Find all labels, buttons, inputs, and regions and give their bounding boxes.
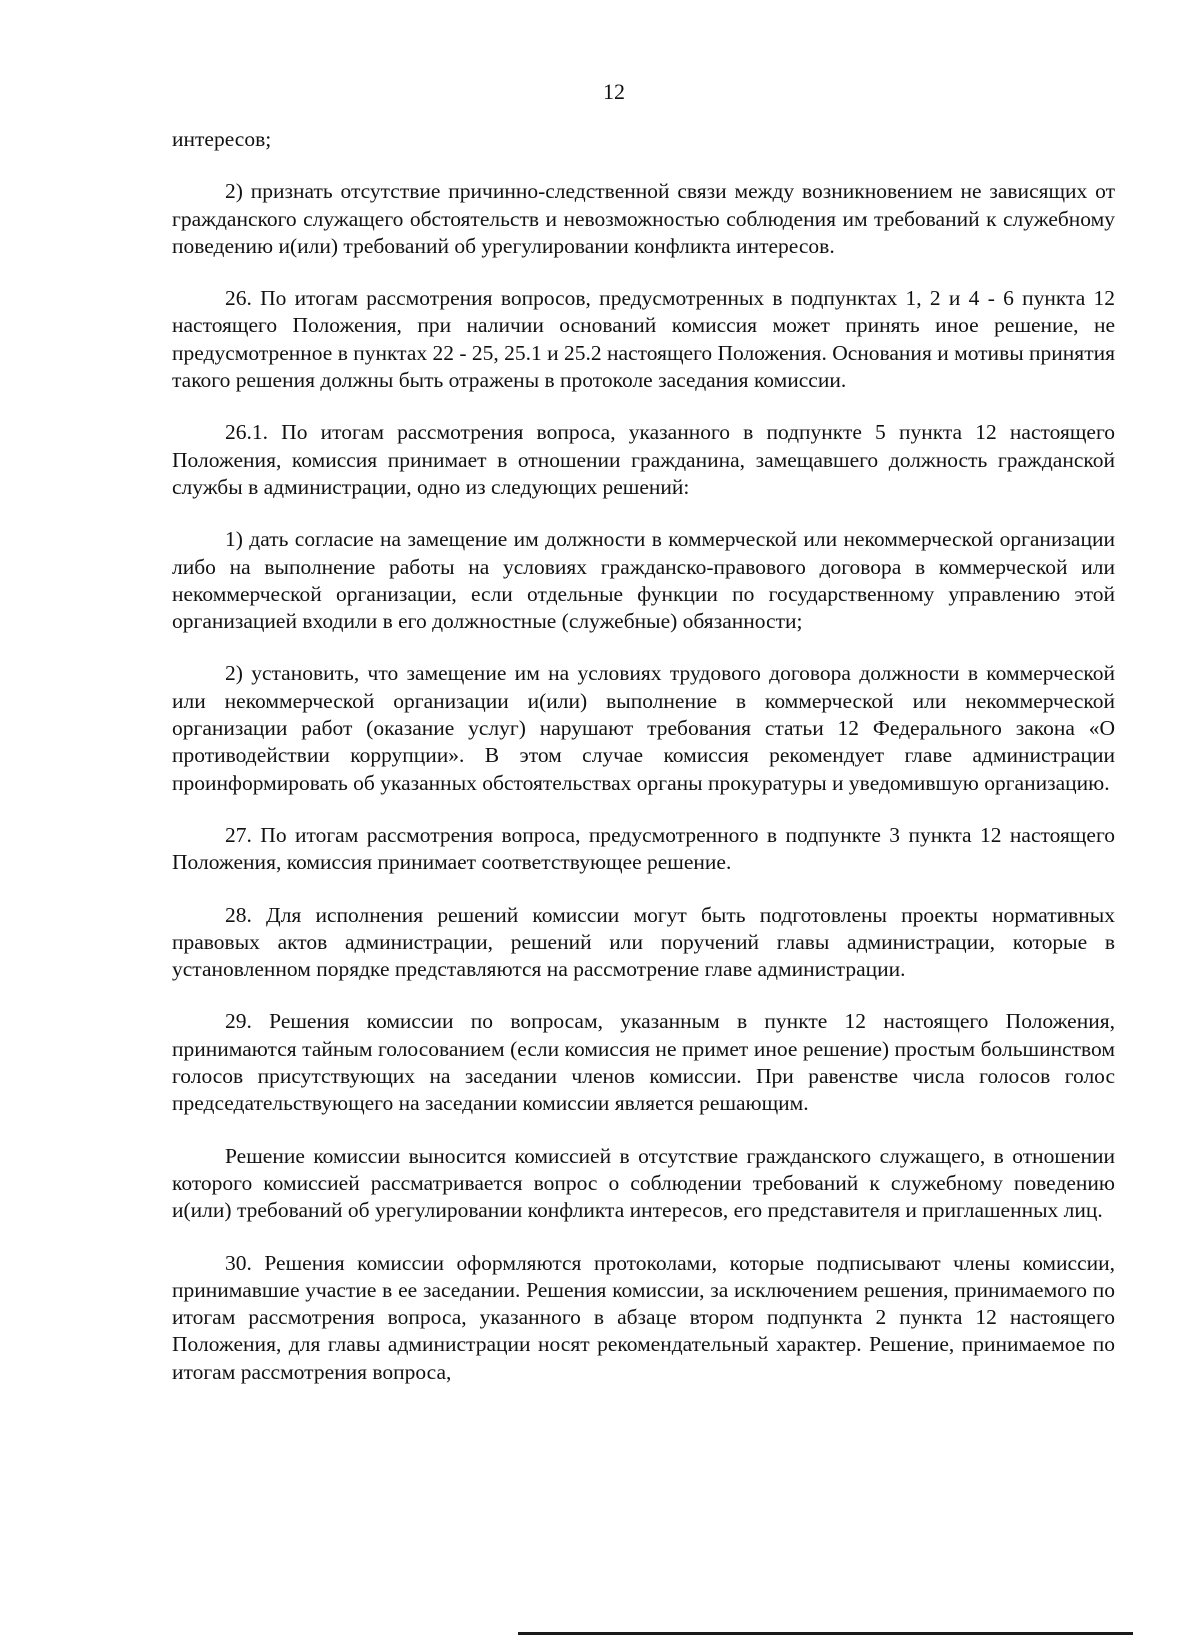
paragraph-continuation: интересов; — [172, 127, 272, 151]
paragraph-item-27: 27. По итогам рассмотрения вопроса, предусмотренного в подпункте 3 пункта 12 настоящего Положения, комиссия принимает соответствующее решение. — [172, 822, 1115, 875]
paragraph-item-26: 26. По итогам рассмотрения вопросов, предусмотренных в подпунктах 1, 2 и 4 - 6 пункта 12 настоящего Положения, при наличии оснований комиссия может принять иное решение, не предусмотренное в пунктах 22 - 25, 25.1 и 25.2 настоящего Положения. Основания и мотивы принятия такого решения должны быть отражены в протоколе заседания комиссии. — [172, 286, 1115, 393]
paragraph-item-30: 30. Решения комиссии оформляются протоколами, которые подписывают члены комиссии, принимавшие участие в ее заседании. Решения комиссии, за исключением решения, принимаемого по итогам рассмотрения вопроса, указанного в абзаце втором подпункта 2 пункта 12 настоящего Положения, для главы администрации носят рекомендательный характер. Решение, принимаемое по итогам рассмотрения вопроса, — [172, 1250, 1115, 1384]
paragraph-item-29: 29. Решения комиссии по вопросам, указанным в пункте 12 настоящего Положения, принимаются тайным голосованием (если комиссия не примет иное решение) простым большинством голосов присутствующих на заседании членов комиссии. При равенстве числа голосов голос председательствующего на заседании комиссии является решающим. — [172, 1009, 1115, 1116]
paragraph-decision-absence: Решение комиссии выносится комиссией в отсутствие гражданского служащего, в отношении которого комиссией рассматривается вопрос о соблюдении требований к служебному поведению и(или) требований об урегулировании конфликта интересов, его представителя и приглашенных лиц. — [172, 1143, 1115, 1223]
paragraph-subitem-2-violation: 2) установить, что замещение им на условиях трудового договора должности в коммерческой или некоммерческой организации и(или) выполнение в коммерческой или некоммерческой организации работ (оказание услуг) нарушают требования статьи 12 Федерального закона «О противодействии коррупции». В этом случае комиссия рекомендует главе администрации проинформировать об указанных обстоятельствах органы прокуратуры и уведомившую организацию. — [172, 661, 1115, 795]
document-body — [172, 126, 1115, 1411]
paragraph-subitem-1-consent: 1) дать согласие на замещение им должности в коммерческой или некоммерческой организации либо на выполнение работы на условиях гражданско-правового договора в коммерческой или некоммерческой организации, если отдельные функции по государственному управлению этой организацией входили в его должностные (служебные) обязанности; — [172, 527, 1115, 634]
paragraph-item-28: 28. Для исполнения решений комиссии могут быть подготовлены проекты нормативных правовых актов администрации, решений или поручений главы администрации, которые в установленном порядке представляются на рассмотрение главе администрации. — [172, 902, 1115, 982]
paragraph-subitem-2-no-causal-link: 2) признать отсутствие причинно-следственной связи между возникновением не зависящих от гражданского служащего обстоятельств и невозможностью соблюдения им требований к служебному поведению и(или) требований об урегулировании конфликта интересов. — [172, 179, 1115, 258]
paragraph-item-26-1: 26.1. По итогам рассмотрения вопроса, указанного в подпункте 5 пункта 12 настоящего Положения, комиссия принимает в отношении гражданина, замещавшего должность гражданской службы в администрации, одно из следующих решений: — [172, 420, 1115, 499]
page-number: 12 — [603, 79, 625, 104]
bottom-scan-line — [518, 1632, 1133, 1635]
